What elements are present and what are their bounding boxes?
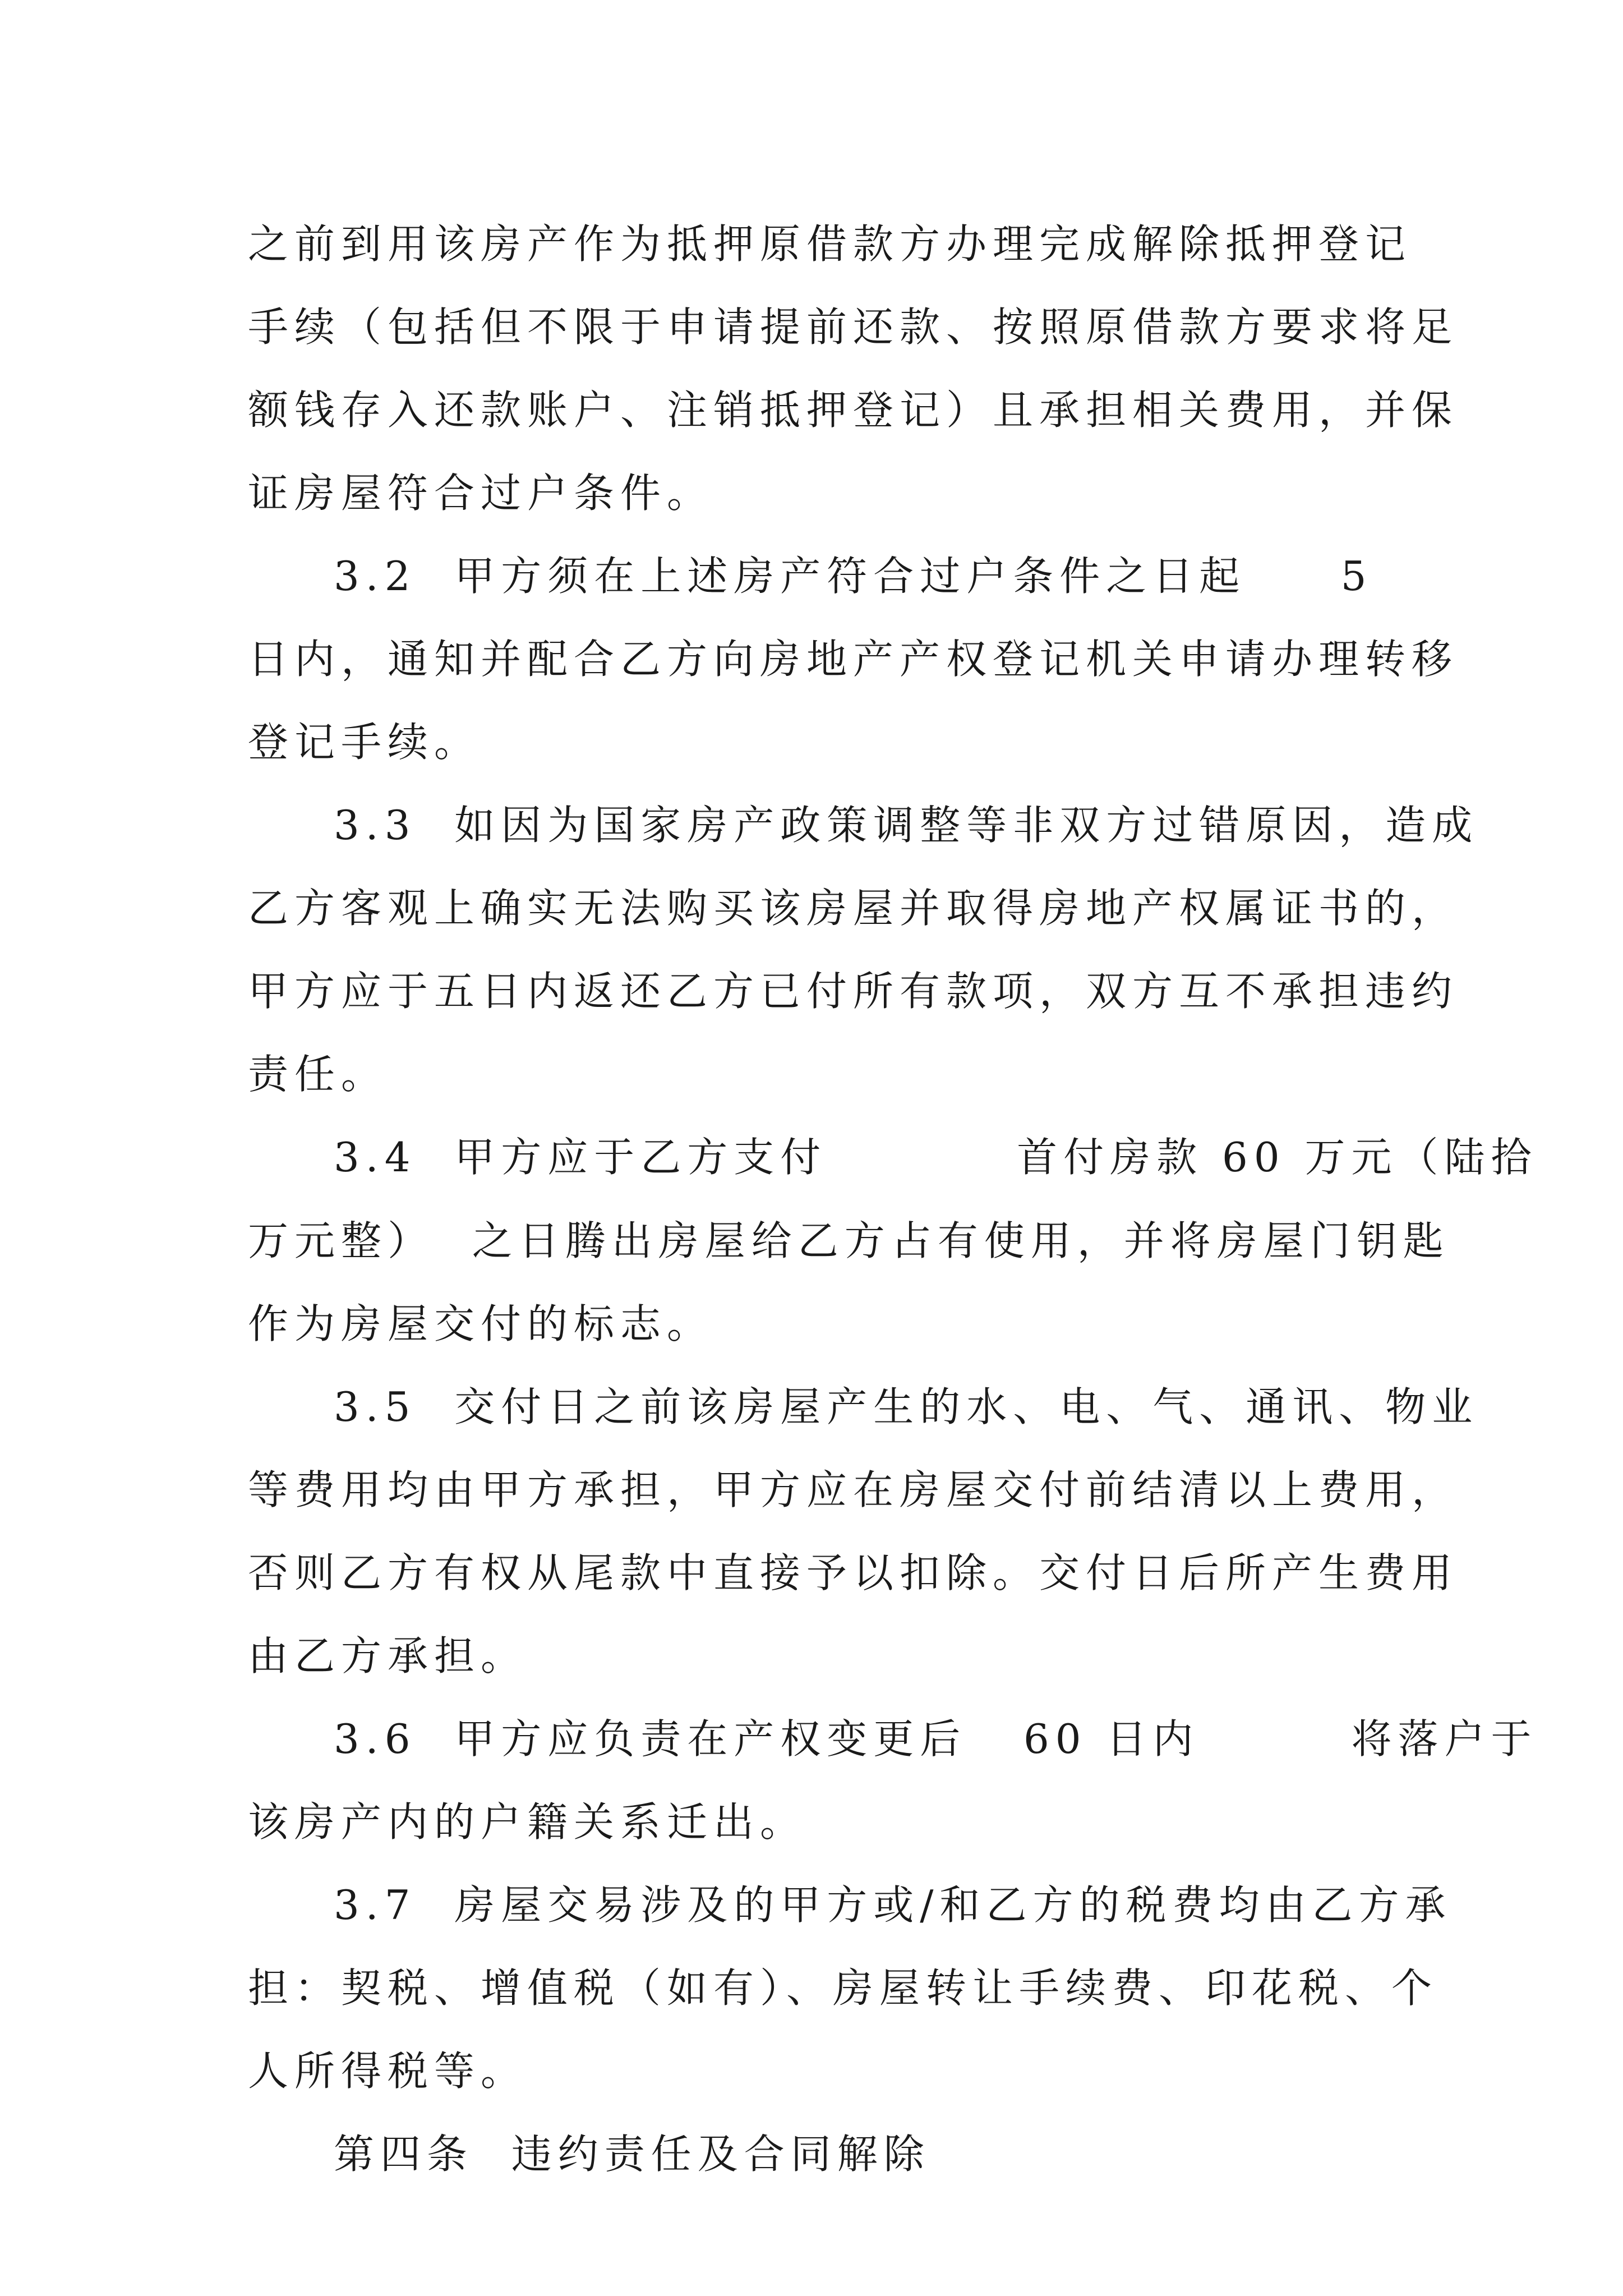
text-line: 登记手续。	[248, 719, 481, 766]
clause-3-2: 3.2 甲方须在上述房产符合过户条件之日起 5	[334, 553, 1373, 600]
text-line: 乙方客观上确实无法购买该房屋并取得房地产权属证书的，	[248, 885, 1459, 932]
text-line: 甲方应于五日内返还乙方已付所有款项，双方互不承担违约	[248, 968, 1459, 1015]
text-line: 证房屋符合过户条件。	[248, 470, 714, 517]
text-line: 作为房屋交付的标志。	[248, 1300, 714, 1347]
clause-3-5: 3.5 交付日之前该房屋产生的水、电、气、通讯、物业	[334, 1383, 1479, 1430]
clause-3-7: 3.7 房屋交易涉及的甲方或/和乙方的税费均由乙方承	[334, 1881, 1452, 1929]
text-line: 该房产内的户籍关系迁出。	[248, 1798, 807, 1846]
text-line: 否则乙方有权从尾款中直接予以扣除。交付日后所产生费用	[248, 1549, 1459, 1596]
section-heading-4: 第四条 违约责任及合同解除	[334, 2131, 930, 2178]
clause-3-6: 3.6 甲方应负责在产权变更后 60 日内 将落户于	[334, 1715, 1538, 1763]
text-line: 额钱存入还款账户、注销抵押登记）且承担相关费用，并保	[248, 386, 1459, 434]
text-line: 等费用均由甲方承担，甲方应在房屋交付前结清以上费用，	[248, 1466, 1459, 1513]
clause-3-3: 3.3 如因为国家房产政策调整等非双方过错原因，造成	[334, 802, 1479, 849]
text-line: 手续（包括但不限于申请提前还款、按照原借款方要求将足	[248, 303, 1459, 351]
text-line: 责任。	[248, 1051, 388, 1098]
text-line: 担：契税、增值税（如有）、房屋转让手续费、印花税、个	[248, 1964, 1438, 2012]
text-line: 由乙方承担。	[248, 1632, 528, 1680]
text-line: 人所得税等。	[248, 2047, 528, 2095]
text-line: 万元整） 之日腾出房屋给乙方占有使用，并将房屋门钥匙	[248, 1217, 1450, 1264]
text-line: 之前到用该房产作为抵押原借款方办理完成解除抵押登记	[248, 220, 1412, 268]
clause-3-4: 3.4 甲方应于乙方支付 首付房款 60 万元（陆拾	[334, 1134, 1538, 1181]
text-line: 日内，通知并配合乙方向房地产产权登记机关申请办理转移	[248, 636, 1459, 683]
